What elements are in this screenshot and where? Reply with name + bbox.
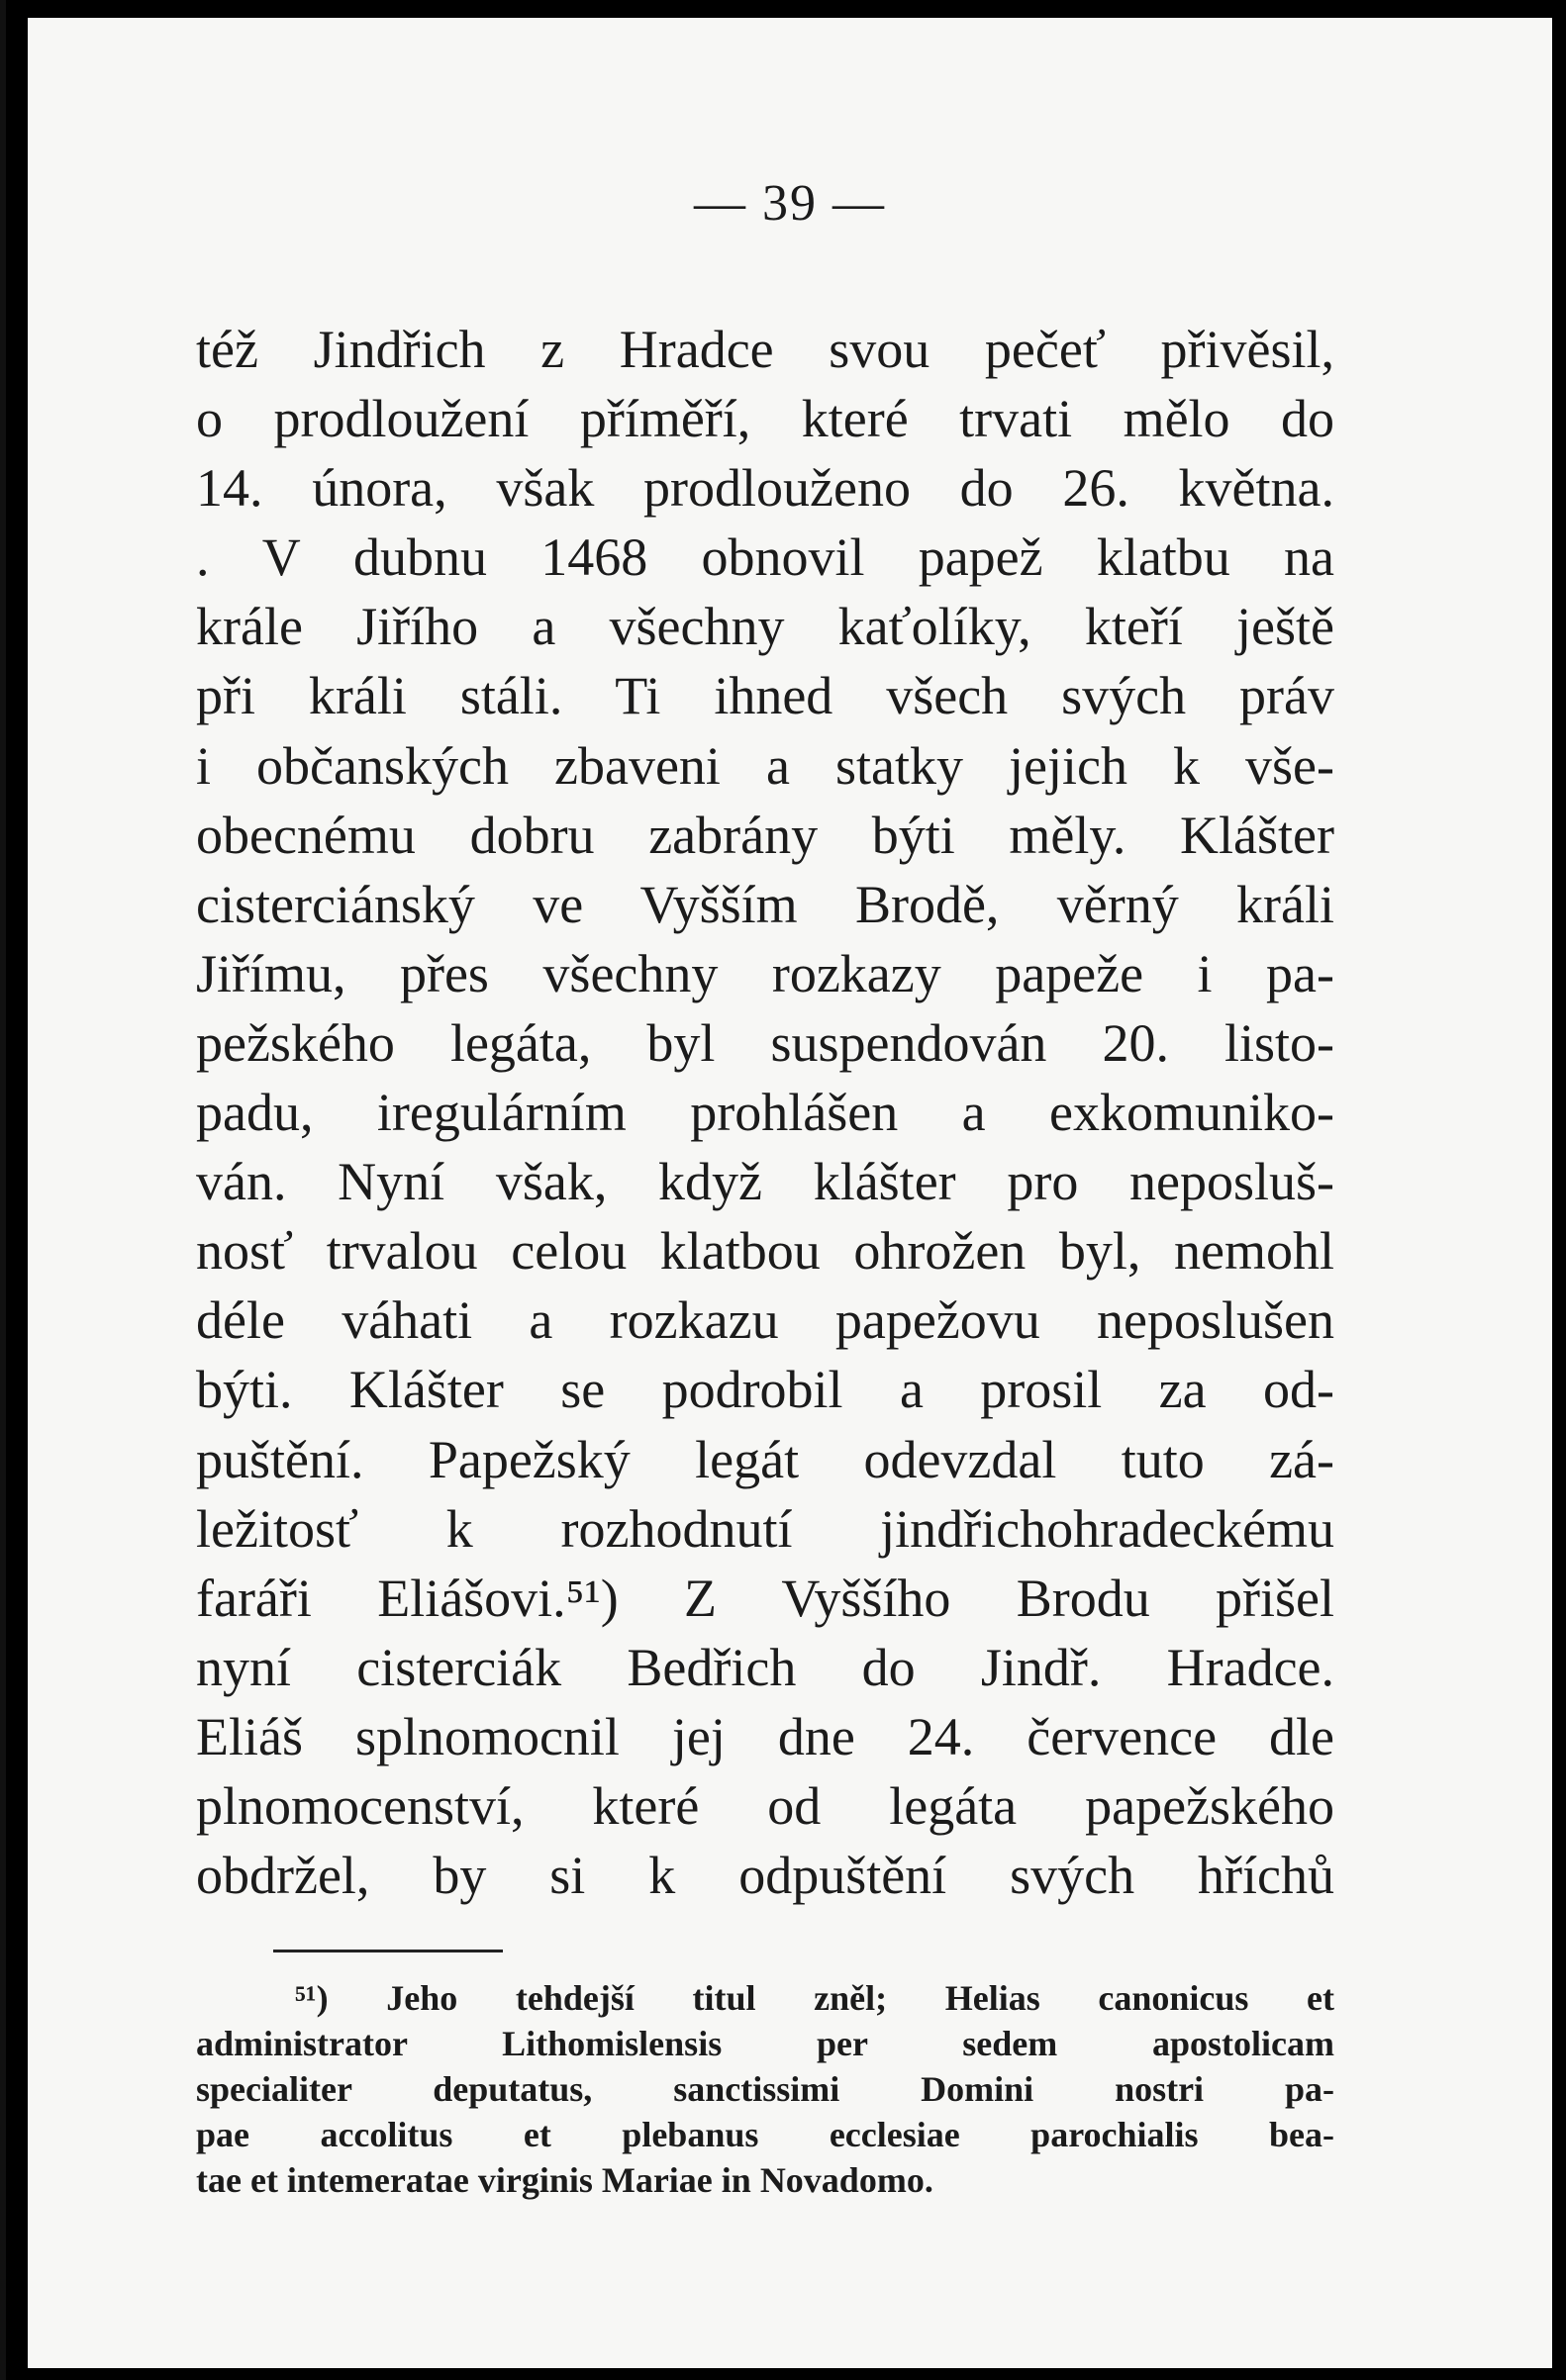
footnote-line: specialiter deputatus, sanctissimi Domini nostri pa- [196, 2069, 1334, 2109]
book-page [28, 18, 1552, 2368]
body-line: Jiřímu, přes všechny rozkazy papeže i pa- [196, 943, 1334, 1003]
body-line: plnomocenství, které od legáta papežského [196, 1775, 1334, 1836]
body-line: pežského legáta, byl suspendován 20. listo- [196, 1012, 1334, 1073]
body-line: ván. Nyní však, když klášter pro neposluš- [196, 1152, 1334, 1212]
body-line: Eliáš splnomocnil jej dne 24. července dle [196, 1706, 1334, 1766]
body-line: déle váhati a rozkazu papežovu neposlušen [196, 1290, 1334, 1351]
body-line: . V dubnu 1468 obnovil papež klatbu na [196, 527, 1334, 588]
body-line: býti. Klášter se podrobil a prosil za od- [196, 1360, 1334, 1420]
body-text [196, 315, 1334, 1910]
body-line: 14. února, však prodlouženo do 26. května. [196, 458, 1334, 519]
body-line: o prodloužení příměří, které trvati mělo do [196, 389, 1334, 449]
body-line: při králi stáli. Ti ihned všech svých práv [196, 666, 1334, 726]
scan-left-edge [0, 0, 6, 2380]
footnote-separator [273, 1950, 503, 1952]
footnote [196, 1975, 1334, 2203]
body-line: puštění. Papežský legát odevzdal tuto zá- [196, 1429, 1334, 1489]
body-line: nyní cisterciák Bedřich do Jindř. Hradce. [196, 1637, 1334, 1697]
body-line: i občanských zbaveni a statky jejich k vše- [196, 735, 1334, 796]
body-line: též Jindřich z Hradce svou pečeť přivěsil, [196, 320, 1334, 379]
footnote-line: pae accolitus et plebanus ecclesiae parochialis bea- [196, 2115, 1334, 2154]
page-number: — 39 — [694, 175, 886, 232]
body-line: cisterciánský ve Vyšším Brodě, věrný králi [196, 874, 1334, 934]
body-line: faráři Eliášovi.⁵¹) Z Vyššího Brodu přišel [196, 1568, 1334, 1628]
body-line: krále Jiřího a všechny kaťolíky, kteří ještě [196, 597, 1334, 657]
body-line: ležitosť k rozhodnutí jindřichohradeckému [196, 1498, 1334, 1559]
footnote-line: tae et intemeratae virginis Mariae in Novadomo. [196, 2160, 933, 2200]
body-line: nosť trvalou celou klatbou ohrožen byl, nemohl [196, 1221, 1334, 1282]
body-line: obdržel, by si k odpuštění svých hříchů [196, 1846, 1334, 1906]
body-line: padu, iregulárním prohlášen a exkomuniko- [196, 1083, 1334, 1143]
body-line: obecnému dobru zabrány býti měly. Klášter [196, 805, 1334, 865]
footnote-line: administrator Lithomislensis per sedem apostolicam [196, 2024, 1334, 2063]
footnote-line: ⁵¹) Jeho tehdejší titul zněl; Helias canonicus et [295, 1978, 1334, 2018]
